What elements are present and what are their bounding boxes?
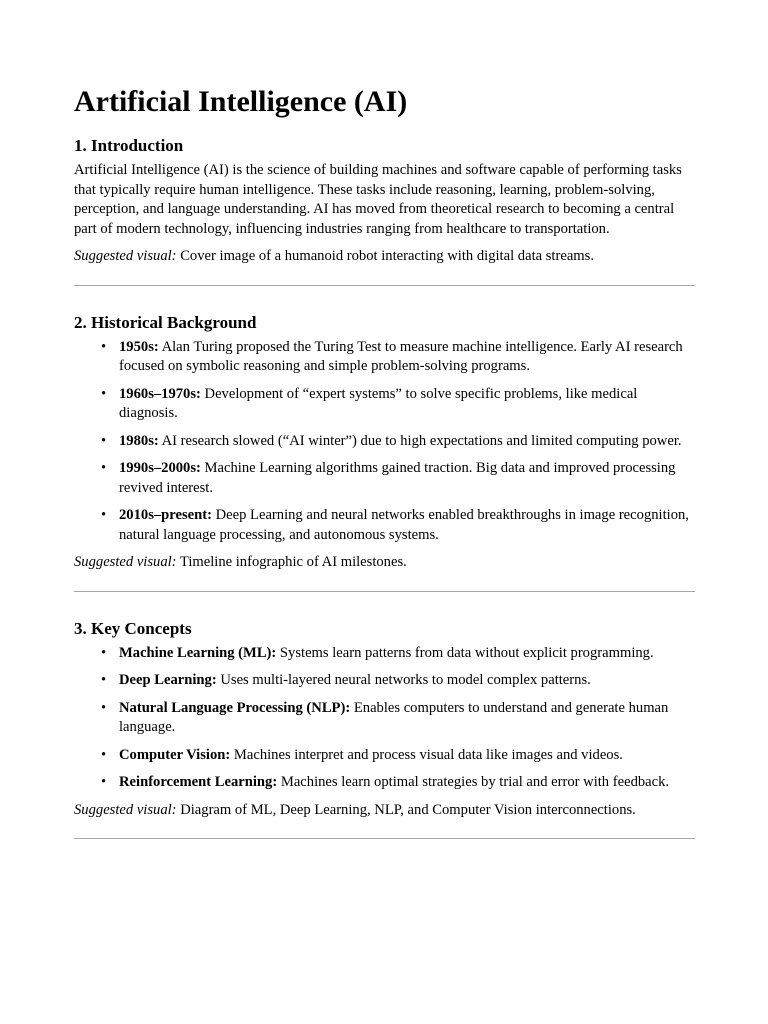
section-heading: 2. Historical Background xyxy=(74,312,257,332)
list-item-text: Enables computers to understand and generate human language. xyxy=(119,699,669,735)
list-item xyxy=(119,385,694,424)
list-item xyxy=(119,773,694,793)
suggested-visual-label: Suggested visual: xyxy=(74,801,177,818)
list-item xyxy=(119,459,694,498)
list-item-text: AI research slowed (“AI winter”) due to high expectations and limited computing power. xyxy=(158,432,682,449)
list-item-text: Systems learn patterns from data without explicit programming. xyxy=(276,644,654,661)
list-item-term: 1980s: xyxy=(119,432,159,449)
list-item-text: Machines interpret and process visual data like images and videos. xyxy=(230,746,623,763)
list-item-term: Reinforcement Learning: xyxy=(119,774,278,790)
list-item-text: Development of “expert systems” to solve specific problems, like medical diagnosis. xyxy=(119,385,638,421)
list-item-text: Uses multi-layered neural networks to model complex patterns. xyxy=(216,672,591,688)
section-divider xyxy=(74,591,695,592)
suggested-visual xyxy=(74,247,694,267)
list-item xyxy=(119,746,694,766)
list-item-term: 1950s: xyxy=(119,338,159,355)
suggested-visual-text: Timeline infographic of AI milestones. xyxy=(176,554,407,570)
section-introduction xyxy=(74,135,694,286)
list-item-term: Natural Language Processing (NLP): xyxy=(119,699,351,716)
list-item xyxy=(119,671,694,691)
suggested-visual-label: Suggested visual: xyxy=(74,248,177,264)
suggested-visual-text: Cover image of a humanoid robot interacting with digital data streams. xyxy=(176,248,594,264)
list-item xyxy=(119,338,694,377)
suggested-visual xyxy=(74,553,694,573)
list-item xyxy=(119,506,694,545)
section-heading: 1. Introduction xyxy=(74,136,184,155)
list-item xyxy=(119,432,694,452)
section-heading: 3. Key Concepts xyxy=(74,618,192,638)
section-divider xyxy=(74,285,695,286)
section-key-concepts xyxy=(74,618,694,840)
list-item-term: Computer Vision: xyxy=(119,746,231,763)
suggested-visual-label: Suggested visual: xyxy=(74,554,177,570)
list-item xyxy=(119,699,694,738)
section-historical-background xyxy=(74,312,694,592)
list-item-text: Alan Turing proposed the Turing Test to measure machine intelligence. Early AI research focused on symbolic reasoning and simple problem-solving programs. xyxy=(119,338,683,374)
section-paragraph: Artificial Intelligence (AI) is the science of building machines and software capable of performing tasks that typically require human intelligence. These tasks include reasoning, learning, problem-solving, perception, and language understanding. AI has moved from theoretical research to becoming a central part of modern technology, influencing industries ranging from healthcare to transportation. xyxy=(74,162,682,237)
suggested-visual xyxy=(74,801,694,821)
list-item-term: 1960s–1970s: xyxy=(119,385,201,402)
list-item-text: Machines learn optimal strategies by trial and error with feedback. xyxy=(277,774,670,790)
concepts-list xyxy=(74,644,694,793)
suggested-visual-text: Diagram of ML, Deep Learning, NLP, and Computer Vision interconnections. xyxy=(176,801,636,818)
section-divider xyxy=(74,838,695,839)
list-item-text: Deep Learning and neural networks enabled breakthroughs in image recognition, natural language processing, and autonomous systems. xyxy=(119,507,689,543)
list-item-term: Deep Learning: xyxy=(119,672,217,688)
list-item xyxy=(119,644,694,664)
history-list xyxy=(74,338,694,546)
list-item-term: 2010s–present: xyxy=(119,507,212,523)
list-item-text: Machine Learning algorithms gained traction. Big data and improved processing revived interest. xyxy=(119,460,676,496)
document-title: Artificial Intelligence (AI) xyxy=(74,85,408,118)
list-item-term: Machine Learning (ML): xyxy=(119,644,277,661)
list-item-term: 1990s–2000s: xyxy=(119,460,201,476)
